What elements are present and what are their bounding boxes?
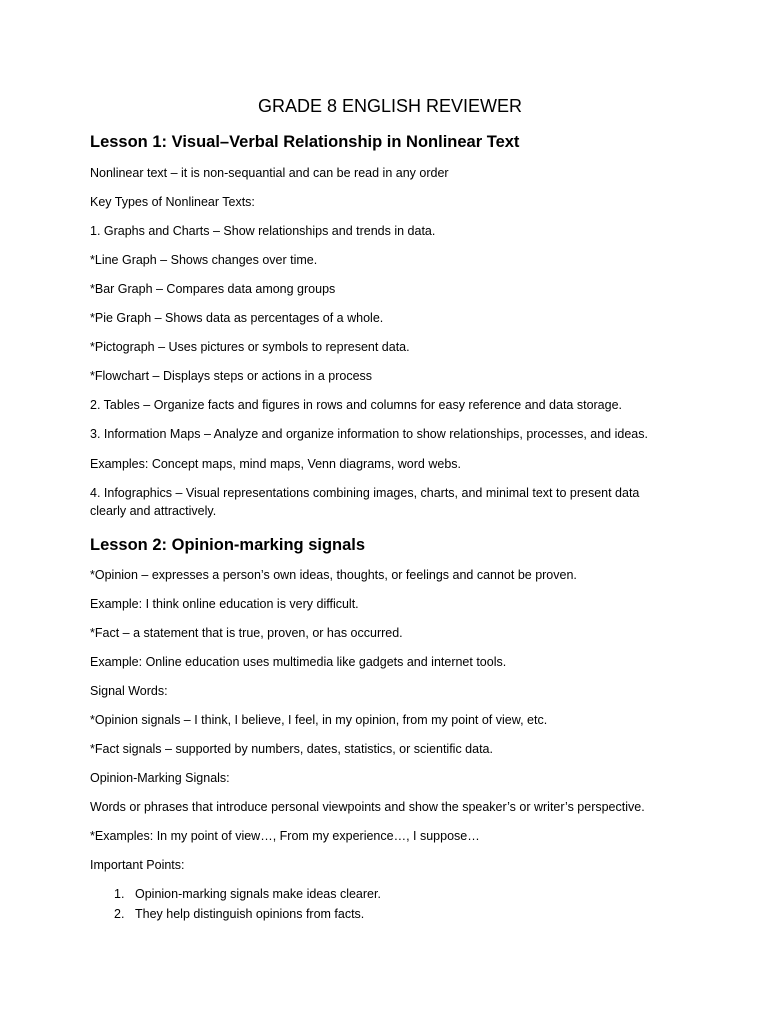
lesson-2-paragraph: *Examples: In my point of view…, From my experience…, I suppose…: [90, 829, 480, 843]
lesson-1-paragraph: 2. Tables – Organize facts and figures in rows and columns for easy reference and data storage.: [90, 398, 623, 412]
document-title: GRADE 8 ENGLISH REVIEWER: [257, 96, 523, 116]
lesson-1-paragraph: Nonlinear text – it is non-sequantial and can be read in any order: [90, 166, 449, 180]
lesson-2-paragraph: Opinion-Marking Signals:: [90, 771, 230, 785]
list-item-text: They help distinguish opinions from facts.: [135, 906, 365, 921]
lesson-2-paragraph: Important Points:: [90, 858, 185, 872]
lesson-1-paragraph: *Pie Graph – Shows data as percentages of a whole.: [90, 311, 384, 325]
lesson-2-paragraph: Example: I think online education is very difficult.: [90, 597, 359, 611]
list-item-number: 1.: [114, 887, 125, 901]
lesson-2-paragraph: *Fact signals – supported by numbers, dates, statistics, or scientific data.: [90, 742, 493, 756]
lesson-2-paragraph: Words or phrases that introduce personal viewpoints and show the speaker’s or writer’s perspective.: [90, 800, 645, 814]
lesson-1-paragraph: 3. Information Maps – Analyze and organize information to show relationships, processes, and ideas.: [90, 427, 648, 441]
lesson-1-paragraph: 4. Infographics – Visual representations combining images, charts, and minimal text to present data clearly and attractively.: [90, 486, 640, 518]
lesson-1-paragraph: *Line Graph – Shows changes over time.: [90, 253, 318, 267]
list-item-number: 2.: [114, 906, 125, 921]
lesson-1-paragraph: *Bar Graph – Compares data among groups: [90, 282, 336, 296]
lesson-1-paragraph: Key Types of Nonlinear Texts:: [90, 195, 255, 209]
lesson-2-paragraph: *Opinion – expresses a person’s own ideas, thoughts, or feelings and cannot be proven.: [90, 568, 577, 582]
lesson-2-paragraph: Signal Words:: [90, 684, 168, 698]
lesson-2-heading: Lesson 2: Opinion-marking signals: [90, 536, 366, 554]
lesson-1-paragraph: *Flowchart – Displays steps or actions in a process: [90, 369, 373, 383]
lesson-1-heading: Lesson 1: Visual–Verbal Relationship in Nonlinear Text: [90, 133, 520, 151]
lesson-1-paragraph: *Pictograph – Uses pictures or symbols to represent data.: [90, 340, 410, 354]
lesson-2-paragraph: *Fact – a statement that is true, proven, or has occurred.: [90, 626, 403, 640]
lesson-1-paragraph: 1. Graphs and Charts – Show relationships and trends in data.: [90, 224, 436, 238]
lesson-2-paragraph: *Opinion signals – I think, I believe, I feel, in my opinion, from my point of view, etc.: [90, 713, 548, 727]
list-item-text: Opinion-marking signals make ideas clearer.: [135, 887, 381, 901]
lesson-1-paragraph: Examples: Concept maps, mind maps, Venn diagrams, word webs.: [90, 457, 462, 471]
lesson-2-paragraph: Example: Online education uses multimedia like gadgets and internet tools.: [90, 655, 507, 669]
